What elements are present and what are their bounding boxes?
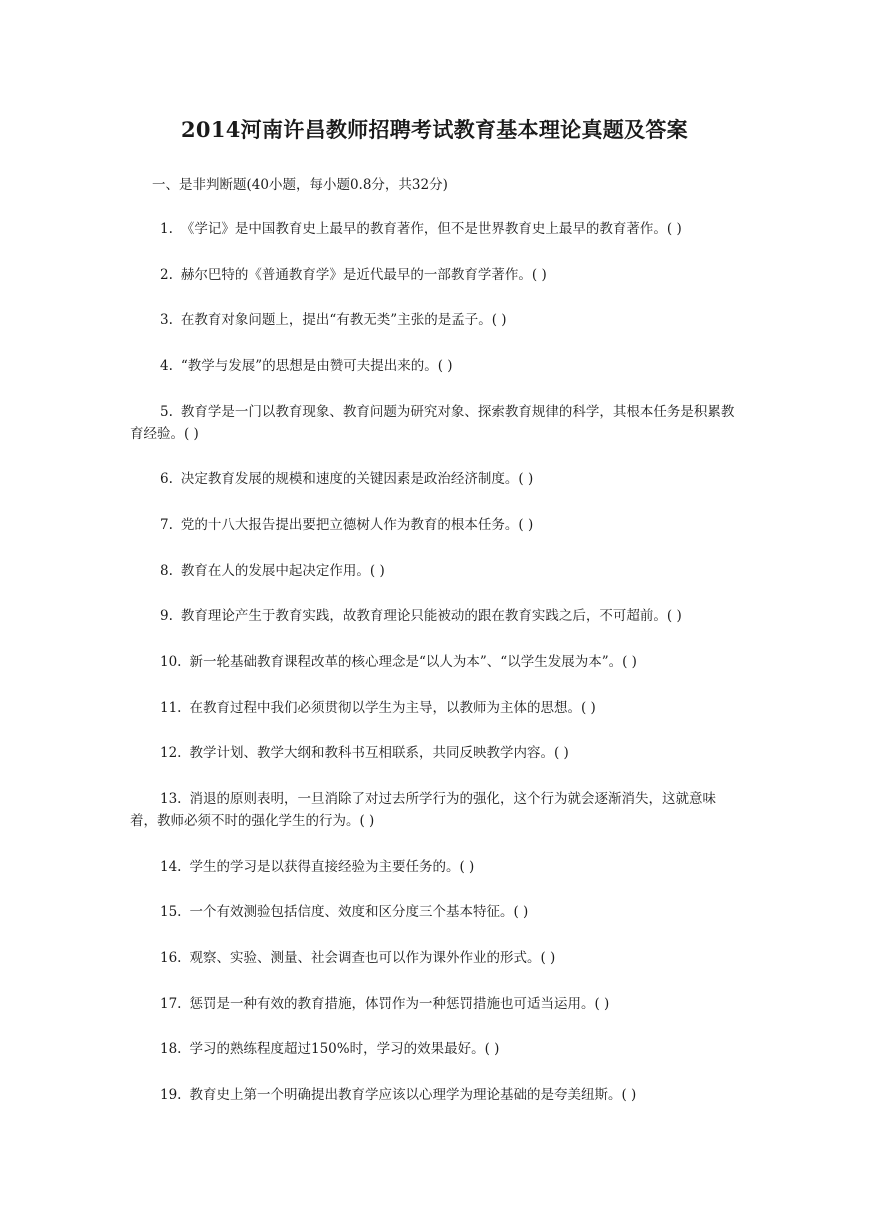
question-number: 14. (160, 859, 182, 875)
question-text: 教学计划、教学大纲和教科书互相联系，共同反映教学内容。( ) (189, 745, 569, 761)
question-number: 1. (160, 221, 173, 237)
question-text: 一个有效测验包括信度、效度和区分度三个基本特征。( ) (189, 904, 529, 920)
question-item (130, 993, 742, 1015)
question-number: 4. (160, 358, 173, 374)
question-number: 18. (160, 1041, 182, 1057)
question-item (130, 264, 742, 286)
question-text: 赫尔巴特的《普通教育学》是近代最早的一部教育学著作。( ) (180, 267, 547, 283)
question-text: 决定教育发展的规模和速度的关键因素是政治经济制度。( ) (180, 471, 534, 487)
question-text: 新一轮基础教育课程改革的核心理念是“以人为本”、“以学生发展为本”。( ) (189, 654, 637, 670)
question-item (130, 742, 742, 764)
question-number: 2. (160, 267, 173, 283)
question-item (130, 514, 742, 536)
question-number: 6. (160, 471, 173, 487)
question-item (130, 947, 742, 969)
question-text: 在教育对象问题上，提出“有教无类”主张的是孟子。( ) (180, 312, 507, 328)
question-number: 19. (160, 1087, 182, 1103)
question-item (130, 218, 742, 240)
question-number: 16. (160, 950, 182, 966)
question-number: 3. (160, 312, 173, 328)
question-item (130, 560, 742, 582)
question-text: 消退的原则表明，一旦消除了对过去所学行为的强化，这个行为就会逐渐消失，这就意味着，教师必须不时的强化学生的行为。( ) (130, 791, 716, 829)
question-number: 12. (160, 745, 182, 761)
document-title: 2014河南许昌教师招聘考试教育基本理论真题及答案 (181, 117, 688, 142)
question-item (130, 1084, 742, 1106)
question-number: 17. (160, 996, 182, 1012)
question-text: 《学记》是中国教育史上最早的教育著作，但不是世界教育史上最早的教育著作。( ) (180, 221, 682, 237)
question-number: 10. (160, 654, 182, 670)
question-item (130, 1038, 742, 1060)
section-heading: 一、是非判断题(40小题，每小题0.8分，共32分) (152, 177, 448, 193)
question-text: 惩罚是一种有效的教育措施，体罚作为一种惩罚措施也可适当运用。( ) (189, 996, 610, 1012)
question-item (130, 309, 742, 331)
question-text: 观察、实验、测量、社会调查也可以作为课外作业的形式。( ) (189, 950, 556, 966)
question-item (130, 605, 742, 627)
question-item (130, 651, 742, 673)
question-item (130, 697, 742, 719)
question-text: 教育学是一门以教育现象、教育问题为研究对象、探索教育规律的科学，其根本任务是积累教育经验。( ) (130, 404, 735, 442)
question-number: 9. (160, 608, 173, 624)
question-number: 7. (160, 517, 173, 533)
question-text: 学习的熟练程度超过150%时，学习的效果最好。( ) (189, 1041, 500, 1057)
question-number: 15. (160, 904, 182, 920)
question-item (130, 468, 742, 490)
question-item (130, 901, 742, 923)
question-number: 11. (160, 700, 182, 716)
question-text: 教育理论产生于教育实践，故教育理论只能被动的跟在教育实践之后，不可超前。( ) (180, 608, 682, 624)
question-text: “教学与发展”的思想是由赞可夫提出来的。( ) (180, 358, 453, 374)
question-item (130, 788, 742, 832)
question-number: 5. (160, 404, 173, 420)
question-number: 13. (160, 791, 182, 807)
question-item (130, 856, 742, 878)
question-text: 党的十八大报告提出要把立德树人作为教育的根本任务。( ) (180, 517, 534, 533)
question-text: 在教育过程中我们必须贯彻以学生为主导，以教师为主体的思想。( ) (189, 700, 596, 716)
question-text: 教育史上第一个明确提出教育学应该以心理学为理论基础的是夸美纽斯。( ) (189, 1087, 637, 1103)
question-item (130, 355, 742, 377)
question-text: 教育在人的发展中起决定作用。( ) (180, 563, 385, 579)
question-number: 8. (160, 563, 173, 579)
question-text: 学生的学习是以获得直接经验为主要任务的。( ) (189, 859, 475, 875)
question-item (130, 401, 742, 445)
